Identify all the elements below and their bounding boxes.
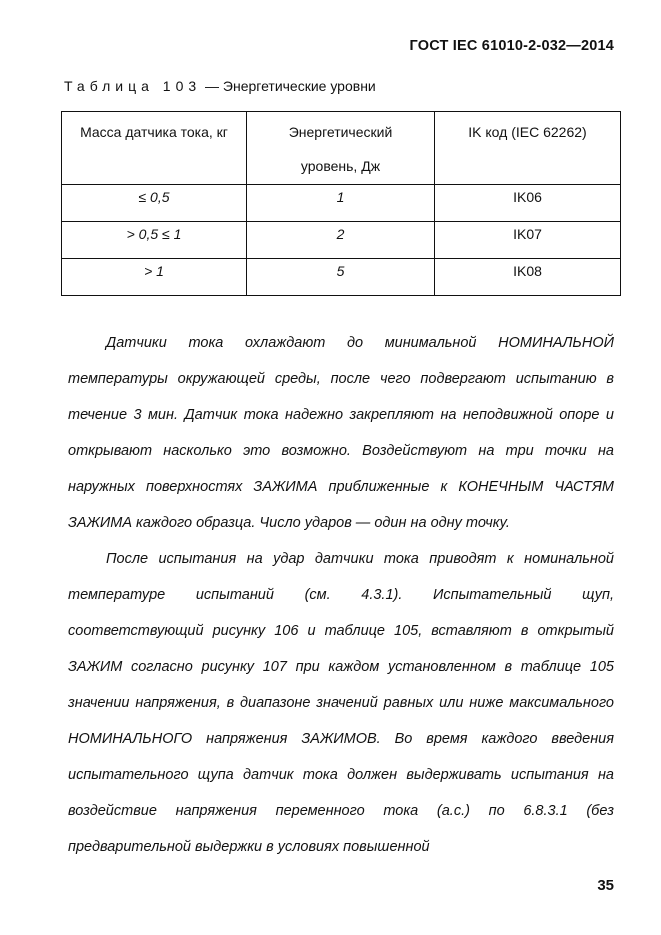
table-cell-ik-code: IK07 xyxy=(435,222,621,259)
table-row xyxy=(62,259,621,296)
table-row xyxy=(62,222,621,259)
column-header-energy: Энергетический уровень, Дж xyxy=(247,112,435,185)
table-caption xyxy=(64,78,376,94)
table-cell-energy: 5 xyxy=(247,259,435,296)
table-cell-ik-code: IK08 xyxy=(435,259,621,296)
table-cell-energy: 2 xyxy=(247,222,435,259)
paragraph: Датчики тока охлаждают до минимальной НОМИНАЛЬНОЙ температуры окружающей среды, после чего подвергают испытанию в течение 3 мин. Датчик тока надежно закрепляют на неподвижной опоре и открывают насколько это возможно. Воздействуют на три точки на наружных поверхностях ЗАЖИМА приближенные к КОНЕЧНЫМ ЧАСТЯМ ЗАЖИМА каждого образца. Число ударов — один на одну точку. xyxy=(68,335,614,531)
table-row xyxy=(62,185,621,222)
table-cell-mass: > 1 xyxy=(62,259,247,296)
paragraph: После испытания на удар датчики тока приводят к номинальной температуре испытаний (см. 4.3.1). Испытательный щуп, соответствующий рисунку 106 и таблице 105, вставляют в открытый ЗАЖИМ согласно рисунку 107 при каждом установленном в таблице 105 значении напряжения, в диапазоне значений равных или ниже максимального НОМИНАЛЬНОГО напряжения ЗАЖИМОВ. Во время каждого введения испытательного щупа датчик тока должен выдерживать испытания на воздействие напряжения переменного тока (а.с.) по 6.8.3.1 (без предварительной выдержки в условиях повышенной xyxy=(68,551,614,855)
table-cell-energy: 1 xyxy=(247,185,435,222)
table-cell-mass: ≤ 0,5 xyxy=(62,185,247,222)
table-cell-ik-code: IK06 xyxy=(435,185,621,222)
table-label: Таблица 103 xyxy=(64,78,202,94)
page-number: 35 xyxy=(597,877,614,894)
document-header: ГОСТ IEC 61010-2-032—2014 xyxy=(409,38,614,54)
column-header-ik-code: IK код (IEC 62262) xyxy=(435,112,621,185)
body-text xyxy=(68,325,614,865)
column-header-mass: Масса датчика тока, кг xyxy=(62,112,247,185)
table-header-row xyxy=(62,112,621,185)
table-title: — Энергетические уровни xyxy=(205,78,376,94)
energy-levels-table xyxy=(61,111,621,296)
table-cell-mass: > 0,5 ≤ 1 xyxy=(62,222,247,259)
